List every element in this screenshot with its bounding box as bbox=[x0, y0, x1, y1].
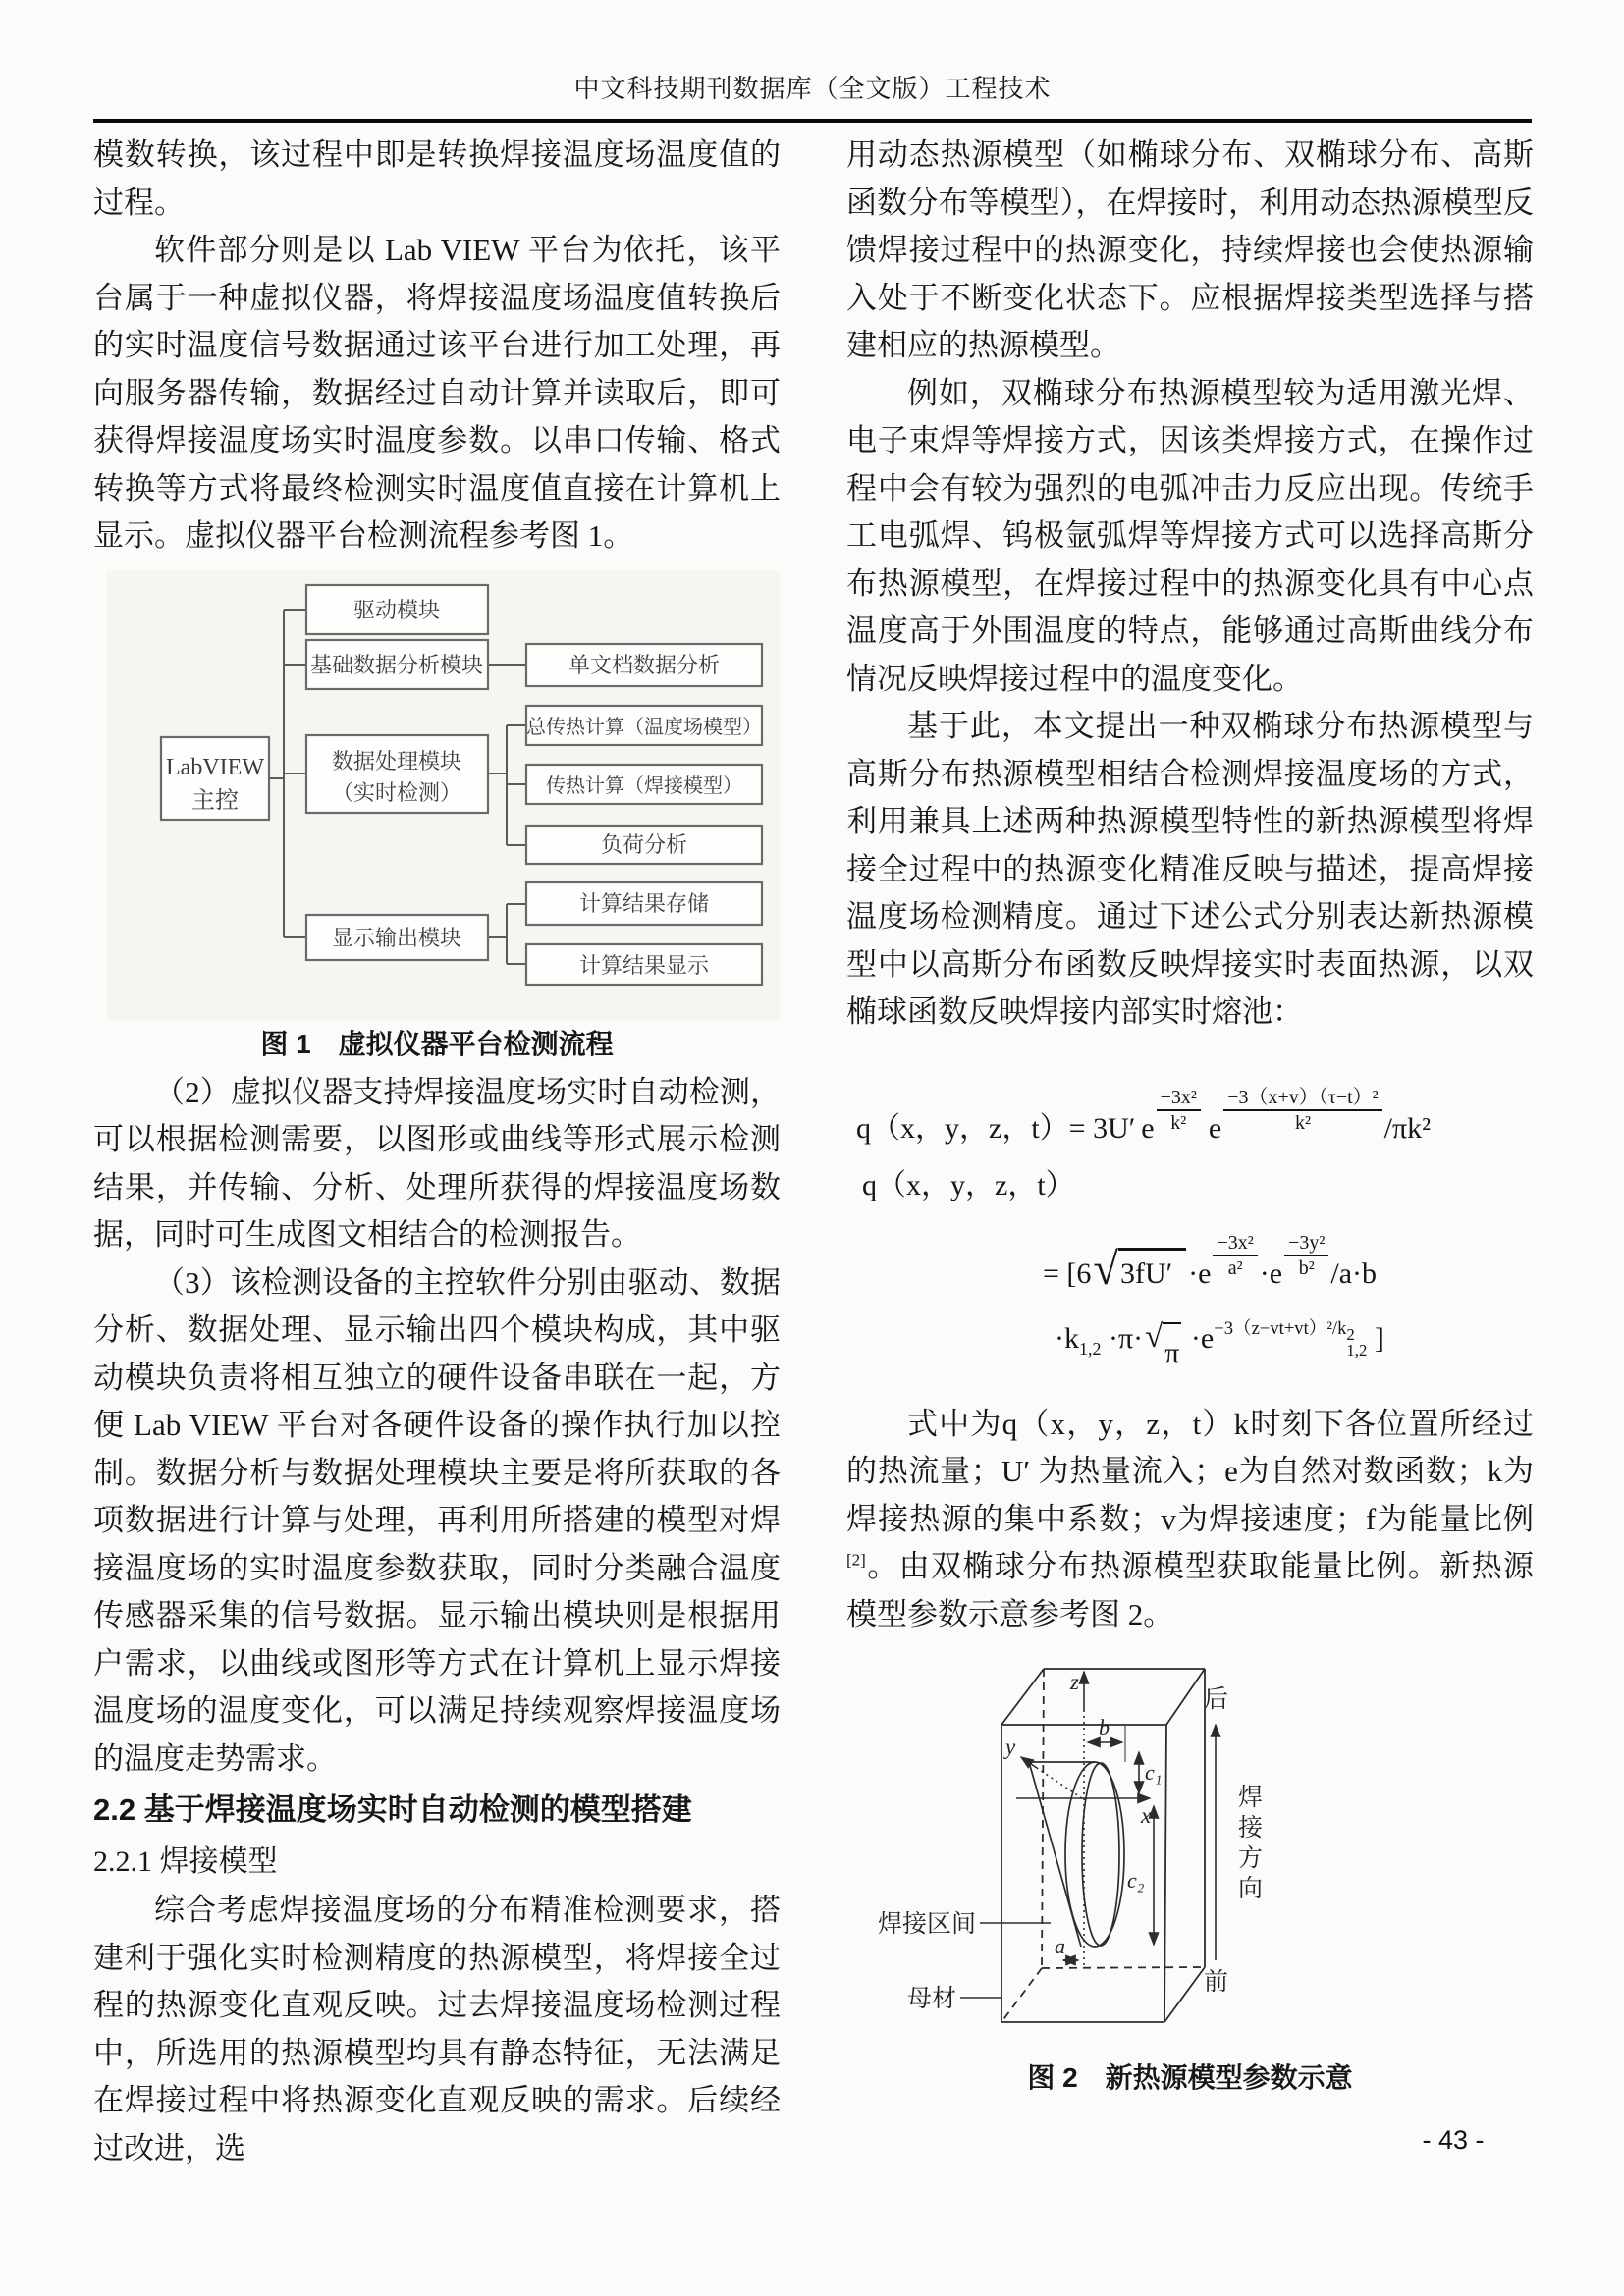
dim-c2-label: c₂ bbox=[1127, 1868, 1145, 1893]
figure2-svg bbox=[862, 1656, 1549, 2054]
fig1-box-label: 单文档数据分析 bbox=[568, 652, 721, 677]
formula2-k-sub: 1,2 bbox=[1079, 1338, 1102, 1359]
formula2-mid: ·π· bbox=[1109, 1321, 1144, 1355]
fig1-box-label: 显示输出模块 bbox=[331, 925, 462, 950]
fig1-box-label: 计算结果存储 bbox=[578, 890, 710, 916]
fig1-box-label: （实时检测） bbox=[331, 779, 462, 805]
paragraph: 式中为q（x，y，z，t）k时刻下各位置所经过的热流量；U′ 为热量流入；e为自然对数函数；k为焊接热源的集中系数；v为焊接速度；f为能量比例[2]。由双椭球分布热源模型获取能量比例。新热源模型参数示意参考图 2。 bbox=[846, 1406, 1534, 1631]
fig1-box-label: 基础数据分析模块 bbox=[309, 652, 484, 677]
welding-direction-label: 焊接方向 bbox=[1234, 1784, 1262, 1905]
reference-marker: [2] bbox=[846, 1550, 866, 1570]
section-heading-2-2: 2.2 基于焊接温度场实时自动检测的模型搭建 bbox=[93, 1792, 692, 1827]
formula2-k: ·k bbox=[1055, 1321, 1079, 1355]
radical: √ π bbox=[1145, 1322, 1181, 1383]
formula-melt-pool-line3 bbox=[846, 1309, 1534, 1383]
left-column bbox=[93, 132, 781, 2172]
formula2-eq: = [6 bbox=[1043, 1256, 1092, 1290]
formula2-dot-e: ·e bbox=[1259, 1256, 1283, 1290]
front-label: 前 bbox=[1204, 1969, 1229, 1996]
sqrt-sign: √ bbox=[1093, 1244, 1118, 1295]
fig1-box-label: 驱动模块 bbox=[352, 597, 441, 622]
formula-surface-heat-source bbox=[846, 1066, 1534, 1148]
base-metal-label: 母材 bbox=[907, 1986, 957, 2012]
figure1-caption: 图 1 虚拟仪器平台检测流程 bbox=[260, 1028, 614, 1059]
formula2-exp2: $\frac{\text{−3y²}}{\text{b²}}$ bbox=[1284, 1232, 1328, 1280]
formula1-tail: /πk² bbox=[1383, 1111, 1432, 1145]
formula1-e2: e bbox=[1208, 1111, 1222, 1145]
figure2-model-diagram bbox=[862, 1656, 1549, 2054]
fig1-box-label: 传热计算（焊接模型） bbox=[546, 774, 742, 797]
formula2-tail: /a·b bbox=[1330, 1256, 1377, 1290]
dim-c1-label: c₁ bbox=[1145, 1760, 1163, 1785]
paragraph: 综合考虑焊接温度场的分布精准检测要求，搭建利于强化实时检测精度的热源模型，将焊接全过程的热源变化直观反映。过去焊接温度场检测过程中，所选用的热源模型均具有静态特征，无法满足在焊接过程中将热源变化直观反映的需求。后续经过改进，选 bbox=[93, 1893, 781, 2165]
section-heading-2-2-1: 2.2.1 焊接模型 bbox=[93, 1845, 278, 1878]
paragraph: 例如，双椭球分布热源模型较为适用激光焊、电子束焊等焊接方式，因该类焊接方式，在操作过程中会有较为强烈的电弧冲击力反应出现。传统手工电弧焊、钨极氩弧焊等焊接方式可以选择高斯分布热源模型，在焊接过程中的热源变化具有中心点温度高于外围温度的特点，能够通过高斯曲线分布情况反映焊接过程中的温度变化。 bbox=[846, 375, 1534, 696]
weld-zone-label: 焊接区间 bbox=[878, 1911, 977, 1938]
k-supsub: 2 1,2 bbox=[1346, 1324, 1368, 1361]
page-number: - 43 - bbox=[1422, 2125, 1485, 2155]
paragraph: （2）虚拟仪器支持焊接温度场实时自动检测，可以根据检测需要，以图形或曲线等形式展示检测结果，并传输、分析、处理所获得的焊接温度场数据，同时可生成图文相结合的检测报告。 bbox=[93, 1074, 781, 1252]
fig1-box-label: 数据处理模块 bbox=[331, 748, 462, 774]
fig1-box-label: 总传热计算（温度场模型） bbox=[526, 716, 762, 738]
back-label: 后 bbox=[1204, 1686, 1229, 1713]
paragraph: 模数转换，该过程中即是转换焊接温度场温度值的过程。 bbox=[93, 137, 781, 220]
figure2-caption: 图 2 新热源模型参数示意 bbox=[1027, 2062, 1353, 2093]
fig1-box-label: 计算结果显示 bbox=[578, 952, 710, 978]
paragraph: （3）该检测设备的主控软件分别由驱动、数据分析、数据处理、显示输出四个模块构成，其中驱动模块负责将相互独立的硬件设备串联在一起，方便 Lab VIEW 平台对各硬件设备的操作执行加以控制。数据分析与数据处理模块主要是将所获取的各项数据进行计算与处理，再利用所搭建的模型对焊接温度场的实时温度参数获取，同时分类融合温度传感器采集的信号数据。显示输出模块则是根据用户需求，以曲线或图形等方式在计算机上显示焊接温度场的温度变化，可以满足持续观察焊接温度场的温度走势需求。 bbox=[93, 1264, 781, 1776]
formula1-exp2: $\frac{\text{−3（x+v）（τ−t）²}}{\text{k²}}$ bbox=[1223, 1087, 1381, 1135]
radical: √ 3fU′ bbox=[1093, 1248, 1186, 1296]
formula2-dot-e: ·e bbox=[1190, 1321, 1215, 1355]
formula2-close-bracket: ] bbox=[1374, 1321, 1384, 1355]
z-axis-label: z bbox=[1070, 1670, 1079, 1694]
formula1-exp1: $\frac{\text{−3x²}}{\text{k²}}$ bbox=[1157, 1087, 1201, 1135]
fig1-box-label: 负荷分析 bbox=[600, 831, 688, 857]
fig1-root-line2: 主控 bbox=[191, 787, 239, 814]
paragraph: 软件部分则是以 Lab VIEW 平台为依托，该平台属于一种虚拟仪器，将焊接温度场温度值转换后的实时温度信号数据通过该平台进行加工处理，再向服务器传输，数据经过自动计算并读取后，即可获得焊接温度场实时温度参数。以串口传输、格式转换等方式将最终检测实时温度值直接在计算机上显示。虚拟仪器平台检测流程参考图 1。 bbox=[93, 233, 781, 553]
formula2-exponent: −3（z−vt+vt）²/k 2 1,2 bbox=[1214, 1317, 1368, 1361]
journal-header: 中文科技期刊数据库（全文版）工程技术 bbox=[93, 69, 1532, 123]
dimension-arrows bbox=[1063, 1725, 1216, 1960]
paragraph: 用动态热源模型（如椭球分布、双椭球分布、高斯函数分布等模型），在焊接时，利用动态热源模型反馈焊接过程中的热源变化，持续焊接也会使热源输入处于不断变化状态下。应根据焊接类型选择与搭建相应的热源模型。 bbox=[846, 137, 1534, 362]
x-axis-label: x bbox=[1141, 1803, 1152, 1828]
formula-melt-pool-line2 bbox=[846, 1219, 1534, 1296]
sqrt-sign: √ bbox=[1145, 1318, 1164, 1355]
y-axis-label: y bbox=[1005, 1735, 1016, 1759]
figure2-labels bbox=[878, 1670, 1228, 2012]
formula2-exp1: $\frac{\text{−3x²}}{\text{a²}}$ bbox=[1213, 1232, 1257, 1280]
figure1-flowchart bbox=[107, 570, 780, 1020]
formula2-dot-e: ·e bbox=[1188, 1256, 1212, 1290]
formula-melt-pool-lhs: q（x，y，z，t） bbox=[862, 1168, 1075, 1201]
formula1-e1: e bbox=[1141, 1111, 1155, 1145]
right-column bbox=[846, 132, 1534, 2103]
dim-b-label: b bbox=[1099, 1715, 1110, 1739]
dim-a-label: a bbox=[1055, 1934, 1065, 1958]
formula1-lhs: q（x，y，z，t）= 3U′ bbox=[856, 1111, 1136, 1145]
fig1-root-line1: LabVIEW bbox=[166, 754, 264, 780]
paragraph: 基于此，本文提出一种双椭球分布热源模型与高斯分布热源模型相结合检测焊接温度场的方式，利用兼具上述两种热源模型特性的新热源模型将焊接全过程中的热源变化精准反映与描述，提高焊接温度场检测精度。通过下述公式分别表达新热源模型中以高斯分布函数反映焊接实时表面热源，以双椭球函数反映焊接内部实时熔池： bbox=[846, 709, 1534, 1029]
figure1-svg bbox=[107, 570, 780, 1020]
